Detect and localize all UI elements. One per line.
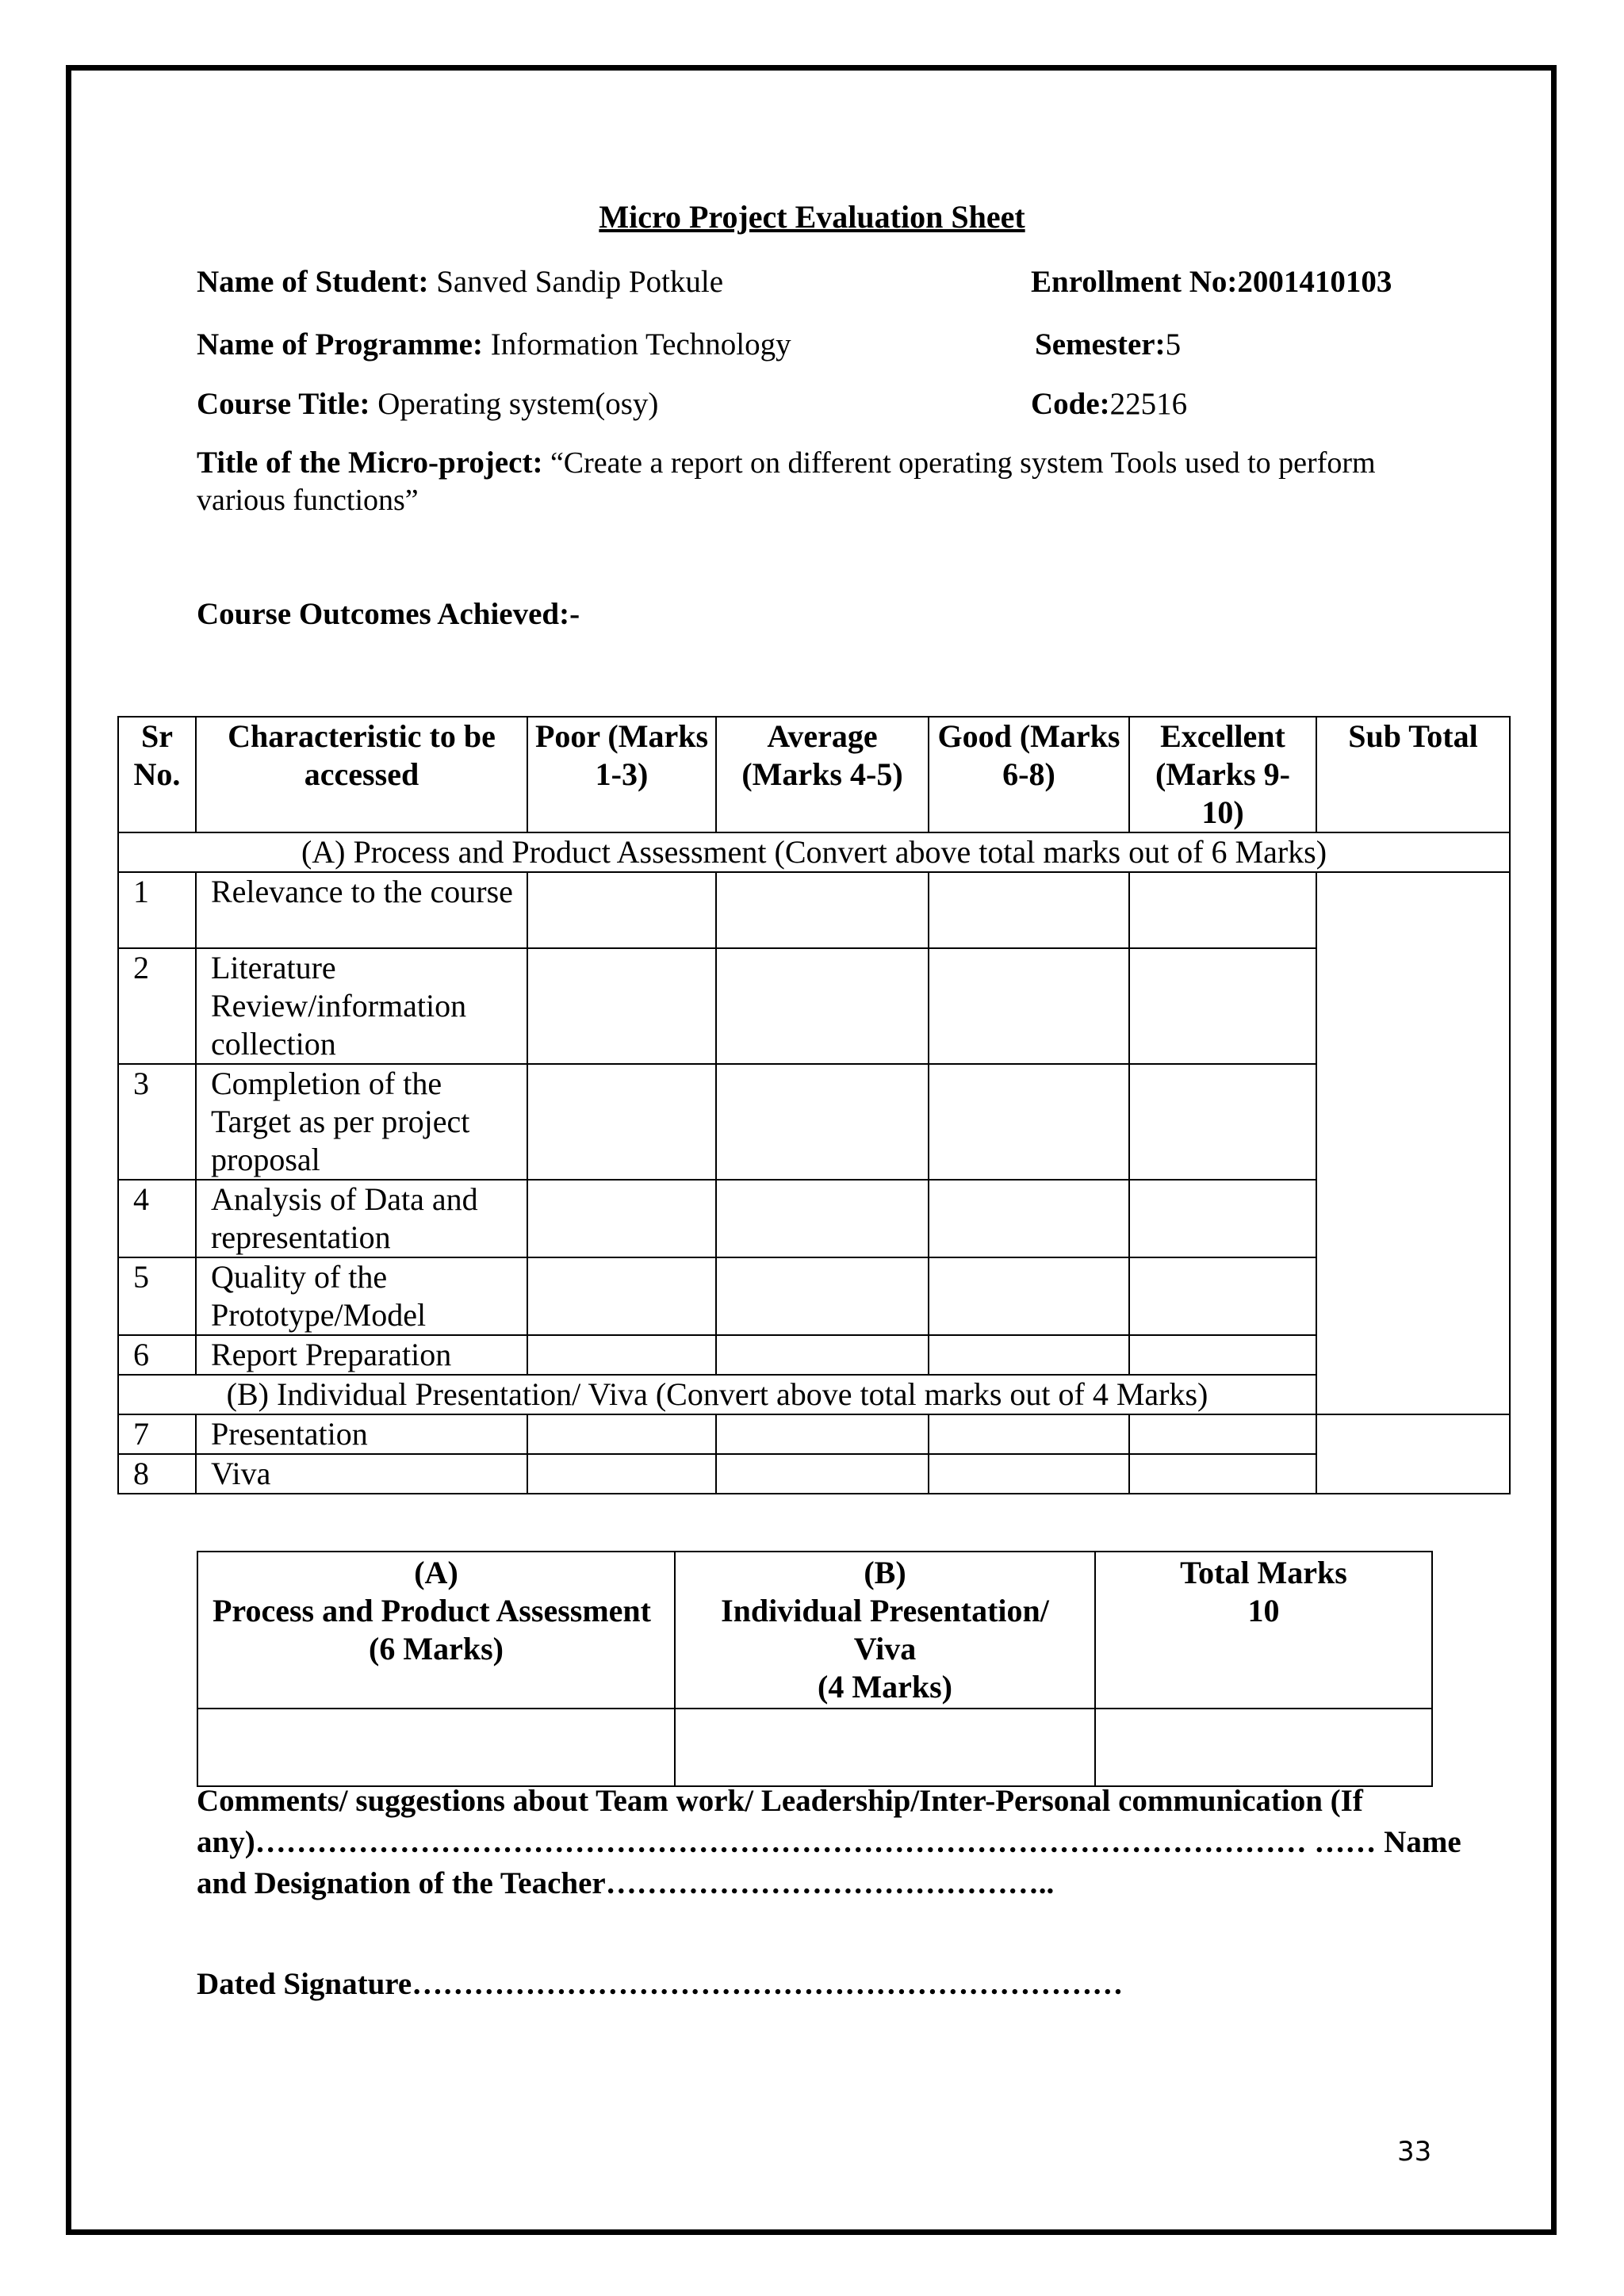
mark-cell[interactable] [527, 948, 716, 1064]
table-row: 2 Literature Review/information collection [118, 948, 1510, 1064]
mark-cell[interactable] [929, 1414, 1129, 1454]
mark-cell[interactable] [527, 1180, 716, 1257]
table-row: 6 Report Preparation [118, 1335, 1510, 1375]
page-number: 33 [1397, 2136, 1432, 2168]
mark-cell[interactable] [929, 1064, 1129, 1180]
mark-cell[interactable] [716, 1180, 929, 1257]
mark-cell[interactable] [716, 948, 929, 1064]
micro-project-title: Title of the Micro-project: “Create a report on different operating system Tools used to perform various functions” [197, 446, 1376, 517]
header-poor: Poor (Marks 1-3) [527, 717, 716, 832]
table-row: 4 Analysis of Data and representation [118, 1180, 1510, 1257]
summary-b-header: (B) Individual Presentation/ Viva (4 Marks) [675, 1552, 1095, 1709]
course-title-field: Course Title: Operating system(osy) [197, 387, 659, 421]
header-sr: Sr No. [118, 717, 196, 832]
mark-cell[interactable] [1129, 1335, 1316, 1375]
summary-total-value[interactable] [1095, 1709, 1432, 1786]
mark-cell[interactable] [716, 1454, 929, 1494]
table-row: 7 Presentation [118, 1414, 1510, 1454]
course-outcomes-label: Course Outcomes Achieved:- [197, 597, 580, 631]
evaluation-table [117, 716, 1511, 1494]
mark-cell[interactable] [929, 872, 1129, 948]
mark-cell[interactable] [1129, 1454, 1316, 1494]
summary-table [197, 1551, 1433, 1787]
table-row: 5 Quality of the Prototype/Model [118, 1257, 1510, 1335]
summary-a-value[interactable] [197, 1709, 675, 1786]
header-subtotal: Sub Total [1316, 717, 1510, 832]
programme-field: Name of Programme: Information Technology [197, 327, 791, 362]
mark-cell[interactable] [716, 1257, 929, 1335]
mark-cell[interactable] [1129, 948, 1316, 1064]
table-row: 3 Completion of the Target as per project proposal [118, 1064, 1510, 1180]
header-good: Good (Marks 6-8) [929, 717, 1129, 832]
mark-cell[interactable] [929, 1335, 1129, 1375]
table-row: 1 Relevance to the course [118, 872, 1510, 948]
summary-total-header: Total Marks 10 [1095, 1552, 1432, 1709]
mark-cell[interactable] [1129, 872, 1316, 948]
mark-cell[interactable] [929, 1257, 1129, 1335]
dated-signature-line: Dated Signature…………………………………………………………… [197, 1967, 1124, 2001]
mark-cell[interactable] [527, 1064, 716, 1180]
mark-cell[interactable] [716, 872, 929, 948]
mark-cell[interactable] [929, 1180, 1129, 1257]
mark-cell[interactable] [1129, 1257, 1316, 1335]
mark-cell[interactable] [716, 1335, 929, 1375]
mark-cell[interactable] [1129, 1414, 1316, 1454]
table-header-row [118, 717, 1510, 832]
mark-cell[interactable] [527, 1335, 716, 1375]
header-characteristic: Characteristic to be accessed [196, 717, 527, 832]
course-code-field: Code:22516 [1031, 387, 1188, 421]
mark-cell[interactable] [527, 872, 716, 948]
section-a-heading: (A) Process and Product Assessment (Convert above total marks out of 6 Marks) [118, 832, 1510, 872]
mark-cell[interactable] [1129, 1180, 1316, 1257]
enrollment-field: Enrollment No:2001410103 [1031, 265, 1392, 299]
subtotal-b-cell[interactable] [1316, 1414, 1510, 1494]
mark-cell[interactable] [716, 1064, 929, 1180]
student-name-field: Name of Student: Sanved Sandip Potkule [197, 265, 724, 299]
header-average: Average (Marks 4-5) [716, 717, 929, 832]
summary-b-value[interactable] [675, 1709, 1095, 1786]
table-row: 8 Viva [118, 1454, 1510, 1494]
comments-section: Comments/ suggestions about Team work/ Leadership/Inter-Personal communication (If any)………………………………………………………………………………………… …… Name and Designation of the Teacher…………………………………….. [197, 1784, 1461, 1900]
summary-a-header: (A) Process and Product Assessment (6 Marks) [197, 1552, 675, 1709]
page-title: Micro Project Evaluation Sheet [599, 199, 1025, 235]
mark-cell[interactable] [929, 1454, 1129, 1494]
header-excellent: Excellent (Marks 9-10) [1129, 717, 1316, 832]
subtotal-a-cell[interactable] [1316, 872, 1510, 1414]
mark-cell[interactable] [1129, 1064, 1316, 1180]
semester-field: Semester:5 [1035, 327, 1182, 362]
mark-cell[interactable] [929, 948, 1129, 1064]
mark-cell[interactable] [527, 1414, 716, 1454]
mark-cell[interactable] [716, 1414, 929, 1454]
section-b-heading: (B) Individual Presentation/ Viva (Convert above total marks out of 4 Marks) [118, 1375, 1316, 1414]
mark-cell[interactable] [527, 1454, 716, 1494]
mark-cell[interactable] [527, 1257, 716, 1335]
